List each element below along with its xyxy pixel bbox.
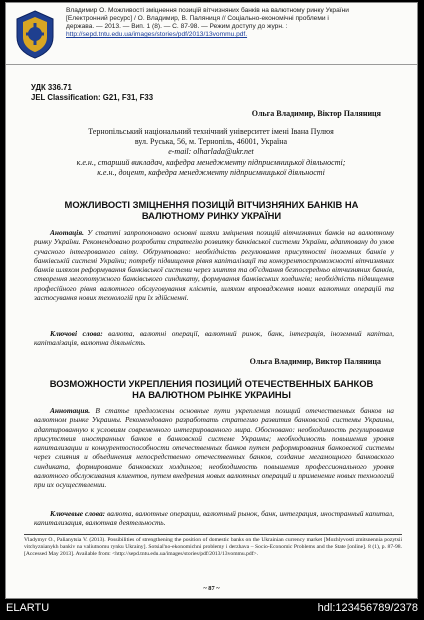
handle-identifier: hdl:123456789/2378: [317, 602, 418, 614]
abstract-russian: [34, 406, 394, 490]
banner-line-1: Владимир О. Можливості зміцнення позицій вітчизняних банків на валютному ринку України: [66, 7, 349, 14]
document-page: [6, 3, 417, 598]
banner-line-2: [Електронний ресурс] / О. Владимир, В. Паляниця // Соціально-економічні проблеми і: [66, 15, 329, 22]
classification-block: [31, 83, 153, 103]
university-logo-icon: [13, 9, 57, 59]
affiliation-line-1: Тернопільський національний технічний університет імені Івана Пулюя: [88, 127, 334, 136]
repository-label: ELARTU: [6, 602, 50, 614]
citation-footnote: Vladymyr O., Palianytsia V. (2013). Possibilities of strengthening the position of domestic banks on the Ukrainian currency market [Mozhlyvosti zmitsnennia pozytsii vitchyznianykh bankiv na valiutnomu rynku Ukrainy]. Sotsial'no-ekonomichni problemy i derzhava – Socio-Economic Problems and the State [online]. 8 (1), p. 87-98. [Accessed May 2013]. Available from: <http://sepd.tntu.edu.ua/images/stories/pdf/2013/13vommu.pdf>.: [24, 534, 402, 558]
keywords-russian-label: Ключевые слова:: [50, 509, 106, 518]
page-number: ~ 87 ~: [203, 585, 220, 592]
affiliation-line-4: к.е.н., старший викладач, кафедра менеджменту підприємницької діяльності;: [76, 157, 346, 167]
banner-line-3: держава. — 2013. — Вип. 1 (8). — С. 87-98. — Режим доступу до журн. :: [66, 23, 288, 30]
citation-banner: [6, 3, 417, 65]
authors-ukrainian: Ольга Владимир, Віктор Паляниця: [251, 109, 381, 118]
affiliation-line-5: к.е.н., доцент, кафедра менеджменту підприємницької діяльності: [97, 167, 325, 177]
keywords-russian-text: валюта, валютные операции, валютный рынок, банк, интеграция, иностранный капитал, капитализация, валютная деятельность.: [34, 509, 394, 528]
title-russian: ВОЗМОЖНОСТИ УКРЕПЛЕНИЯ ПОЗИЦИЙ ОТЕЧЕСТВЕННЫХ БАНКОВ НА ВАЛЮТНОМ РЫНКЕ УКРАИНЫ: [49, 378, 374, 400]
udc-code: УДК 336.71: [31, 83, 72, 92]
abstract-ukrainian-label: Анотація.: [50, 228, 84, 237]
authors-russian: Ольга Владимир, Виктор Паляница: [249, 357, 381, 366]
keywords-ukrainian-text: валюта, валютні операції, валютний ринок, банк, інтеграція, іноземний капітал, капіталізація, валютна діяльність.: [34, 329, 394, 348]
jel-code: JEL Classification: G21, F31, F33: [31, 93, 154, 102]
banner-link[interactable]: http://sepd.tntu.edu.ua/images/stories/pdf/2013/13vommu.pdf.: [66, 31, 248, 38]
title-ukrainian: МОЖЛИВОСТІ ЗМІЦНЕННЯ ПОЗИЦІЙ ВІТЧИЗНЯНИХ БАНКІВ НА ВАЛЮТНОМУ РИНКУ УКРАЇНИ: [64, 199, 359, 221]
abstract-russian-label: Аннотация.: [50, 406, 91, 415]
keywords-russian: [34, 509, 394, 528]
keywords-ukrainian: [34, 329, 394, 348]
keywords-ukrainian-label: Ключові слова:: [50, 329, 103, 338]
affiliation-line-2: вул. Руська, 56, м. Тернопіль, 46001, Україна: [134, 137, 288, 147]
abstract-ukrainian: [34, 228, 394, 302]
affiliation-block: [36, 127, 386, 178]
abstract-russian-text: В статье предложены основные пути укрепления позиций отечественных банков на валютном рынке Украины. Рекомендовано разработать стратегию развития банковской системы Украины, адаптированную к условиям современного интегрированного мира. Обосновано: необходимость регулирования присутствия иностранных банков в банковской системе Украины; необходимость повышения уровня капитализации и конкурентоспособности отечественных банков путем реформирования банковской системы через слияния и объединения непосредственно отечественных банков, создание мегамощного банковского синдиката, формирование банковских холдингов; необходимость повышения профессионального уровня валютного обслуживания клиентов, путем внедрения новых валютных операций и применение новых технологий при их осуществлении.: [34, 406, 394, 490]
affiliation-email: e-mail: olharlada@ukr.net: [168, 147, 254, 157]
abstract-ukrainian-text: У статті запропоновано основні шляхи зміцнення позицій вітчизняних банків на валютному ринку України. Рекомендовано розробити стратегію розвитку банківської системи України, адаптовану до умов сучасного інтегрованого світу. Обґрунтовано: необхідність регулювання присутності іноземних банків у банківській системі України; потребу підвищення рівня капіталізації та конкурентоспроможності вітчизняних банків шляхом реформування банківської системи через злиття та об'єднання безпосередньо вітчизняних банків, створення мегопотужного банківського синдикату, формування банківських холдингів; необхідність підвищення професійного рівня валютного обслуговування клієнтів, шляхом впровадження нових валютних операцій та застосування нових технологій при їх здійсненні.: [34, 228, 394, 303]
